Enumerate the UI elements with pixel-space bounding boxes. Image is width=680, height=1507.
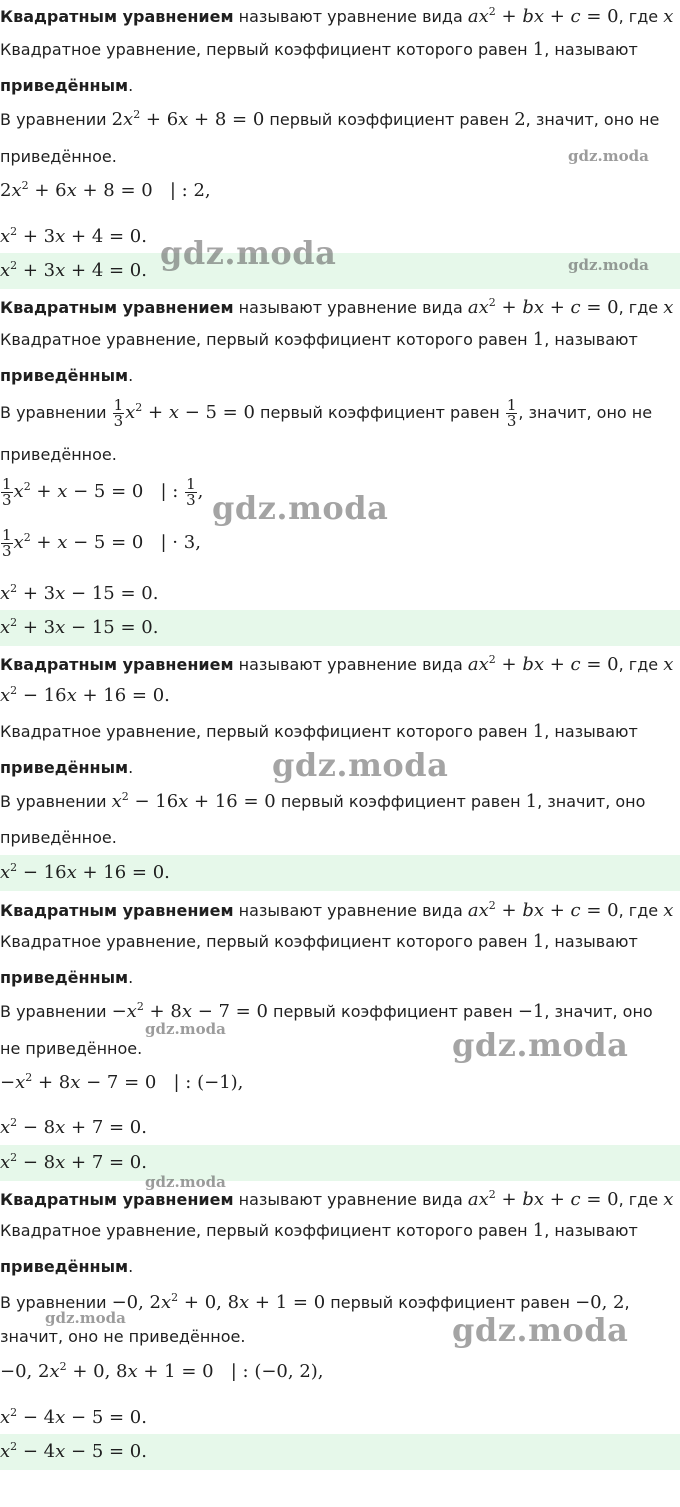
answer-row: $x^2 - 8x + 7 = 0$.	[0, 1145, 680, 1181]
analysis-conclusion: значит, оно не приведённое.	[0, 1327, 246, 1346]
answer-row: $x^2 - 16x + 16 = 0$.	[0, 855, 680, 891]
reduced-term: приведённым.	[0, 968, 134, 987]
reduced-definition-line: Квадратное уравнение, первый коэффициент которого равен 1, называют	[0, 329, 638, 350]
watermark: gdz.moda	[145, 1020, 226, 1038]
math-step: $x^2 - 16x + 16 = 0$.	[0, 684, 170, 706]
reduced-term: приведённым.	[0, 366, 134, 385]
reduced-definition-line: Квадратное уравнение, первый коэффициент которого равен 1, называют	[0, 721, 638, 742]
watermark: gdz.moda	[145, 1173, 226, 1191]
reduced-term: приведённым.	[0, 1257, 134, 1276]
definition-line: Квадратным уравнением называют уравнение вида $ax^2$ + bx + c = 0, где x	[0, 1188, 674, 1210]
watermark: gdz.moda	[452, 1026, 629, 1064]
math-step: $-x^2 + 8x - 7 = 0$ | : (−1),	[0, 1071, 244, 1093]
math-step: $2x^2 + 6x + 8 = 0$ | : 2,	[0, 179, 211, 201]
analysis-line: В уравнении −0, $2x^2 + 0$, 8x + 1 = 0 первый коэффициент равен −0, 2,	[0, 1291, 630, 1313]
analysis-line: В уравнении $x^2 - 16x + 16 = 0$ первый коэффициент равен 1, значит, оно	[0, 790, 646, 812]
definition-line: Квадратным уравнением называют уравнение вида $ax^2$ + bx + c = 0, где x	[0, 653, 674, 675]
watermark: gdz.moda	[272, 746, 449, 784]
reduced-term: приведённым.	[0, 758, 134, 777]
math-step: $x^2 - 8x + 7 = 0$.	[0, 1116, 147, 1138]
math-step: $\frac{1}{3}$ $x^2 + x - 5 = 0$ | · 3,	[2, 526, 201, 560]
definition-line: Квадратным уравнением называют уравнение вида $ax^2$ + bx + c = 0, где x	[0, 899, 674, 921]
math-step: $\frac{1}{3}$ $x^2 + x - 5 = 0$ | : $\frac{1}{3}$ ,	[2, 475, 204, 509]
math-step: $x^2 + 3x - 15 = 0$.	[0, 582, 159, 604]
analysis-conclusion: не приведённое.	[0, 1039, 143, 1058]
reduced-definition-line: Квадратное уравнение, первый коэффициент которого равен 1, называют	[0, 1220, 638, 1241]
definition-line: Квадратным уравнением называют уравнение вида $ax^2$ + bx + c = 0, где x	[0, 296, 674, 318]
watermark: gdz.moda	[212, 489, 389, 527]
reduced-definition-line: Квадратное уравнение, первый коэффициент которого равен 1, называют	[0, 39, 638, 60]
answer-row: $x^2 + 3x + 4 = 0$.	[0, 253, 680, 289]
math-step: −0, $2x^2 + 0$, 8x + 1 = 0 | : (−0, 2),	[0, 1360, 324, 1382]
answer-row: $x^2 + 3x - 15 = 0$.	[0, 610, 680, 646]
analysis-conclusion: приведённое.	[0, 445, 117, 464]
reduced-term: приведённым.	[0, 76, 134, 95]
watermark: gdz.moda	[568, 256, 649, 274]
analysis-conclusion: приведённое.	[0, 828, 117, 847]
watermark: gdz.moda	[568, 147, 649, 165]
watermark: gdz.moda	[45, 1309, 126, 1327]
reduced-definition-line: Квадратное уравнение, первый коэффициент которого равен 1, называют	[0, 931, 638, 952]
watermark: gdz.moda	[452, 1311, 629, 1349]
math-step: $x^2 + 3x + 4 = 0$.	[0, 225, 147, 247]
analysis-conclusion: приведённое.	[0, 147, 117, 166]
analysis-line: В уравнении $\frac{1}{3}$ $x^2 + x - 5 = 0$ первый коэффициент равен $\frac{1}{3}$ , значит, оно не	[0, 396, 653, 430]
definition-line: Квадратным уравнением называют уравнение вида $ax^2$ + bx + c = 0, где x	[0, 5, 674, 27]
math-step: $x^2 - 4x - 5 = 0$.	[0, 1406, 147, 1428]
watermark: gdz.moda	[160, 234, 337, 272]
analysis-line: В уравнении $-x^2 + 8x - 7 = 0$ первый коэффициент равен −1, значит, оно	[0, 1000, 653, 1022]
analysis-line: В уравнении $2x^2 + 6x + 8 = 0$ первый коэффициент равен 2, значит, оно не	[0, 108, 660, 130]
answer-row: $x^2 - 4x - 5 = 0$.	[0, 1434, 680, 1470]
